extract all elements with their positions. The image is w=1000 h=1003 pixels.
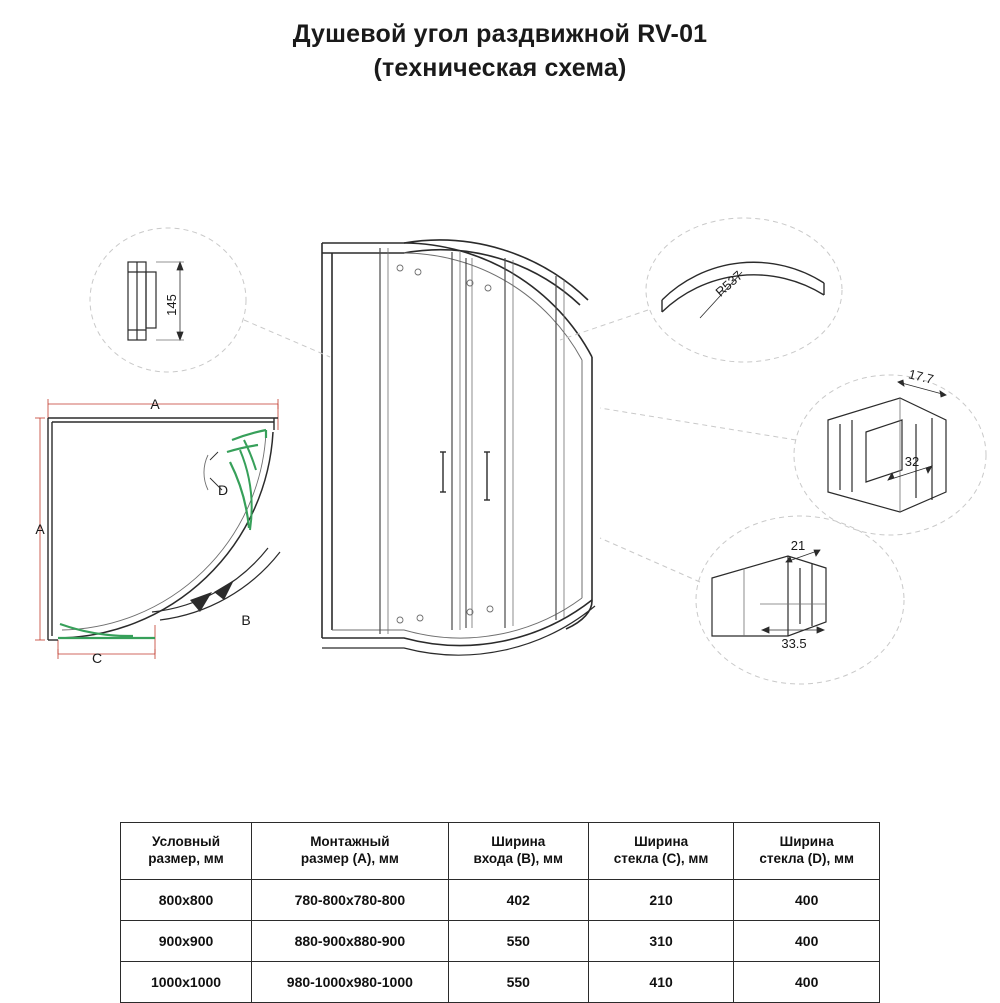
dim-21-label: 21 <box>790 538 806 553</box>
dim-r537-label: R537 <box>712 267 746 300</box>
plan-label-a-top: A <box>150 396 160 412</box>
page-title-line2: (техническая схема) <box>373 53 627 82</box>
dim-145-label: 145 <box>164 294 179 316</box>
table-cell: 400 <box>734 921 880 962</box>
table-cell: 410 <box>588 962 734 1003</box>
direction-arrowhead <box>190 592 212 612</box>
table-header-cell: Ширина стекла (D), мм <box>734 823 880 880</box>
table-cell: 310 <box>588 921 734 962</box>
dim-33-5-label: 33.5 <box>781 636 807 651</box>
callout-radius <box>560 218 842 362</box>
table-cell: 402 <box>448 880 588 921</box>
plan-label-d: D <box>217 482 229 498</box>
table-header-cell: Ширина стекла (С), мм <box>588 823 734 880</box>
door-direction-arrow <box>152 548 280 620</box>
table-cell: 550 <box>448 921 588 962</box>
table-cell: 400 <box>734 880 880 921</box>
table-cell: 400 <box>734 962 880 1003</box>
table-cell: 780-800х780-800 <box>252 880 449 921</box>
specifications-table <box>120 822 880 1003</box>
table-cell: 900х900 <box>121 921 252 962</box>
table-header-cell: Ширина входа (В), мм <box>448 823 588 880</box>
callout-wall-profile <box>600 516 904 684</box>
direction-arrowhead-2 <box>214 580 234 600</box>
dim-17-7-label: 17.7 <box>906 366 936 387</box>
plan-view <box>35 396 280 666</box>
table-cell: 550 <box>448 962 588 1003</box>
plan-label-c: C <box>91 650 103 666</box>
table-header-cell: Условный размер, мм <box>121 823 252 880</box>
table-cell: 1000х1000 <box>121 962 252 1003</box>
door-handle-right <box>484 452 490 500</box>
callout-profile-height <box>90 228 330 372</box>
plan-label-b: B <box>241 612 251 628</box>
table-header-row <box>121 823 880 880</box>
table-row <box>121 962 880 1003</box>
table-header-cell: Монтажный размер (А), мм <box>252 823 449 880</box>
table-cell: 210 <box>588 880 734 921</box>
table-cell: 980-1000х980-1000 <box>252 962 449 1003</box>
door-handle-left <box>440 452 446 492</box>
callout-profile-section <box>600 366 986 535</box>
table-cell: 800х800 <box>121 880 252 921</box>
table-row <box>121 921 880 962</box>
main-3d-view <box>322 240 595 655</box>
glass-panel-highlight <box>58 430 266 638</box>
table-cell: 880-900х880-900 <box>252 921 449 962</box>
dim-32-label: 32 <box>904 454 920 469</box>
plan-label-a-left: A <box>35 521 45 537</box>
page-title-line1: Душевой угол раздвижной RV-01 <box>292 20 708 48</box>
table-row <box>121 880 880 921</box>
